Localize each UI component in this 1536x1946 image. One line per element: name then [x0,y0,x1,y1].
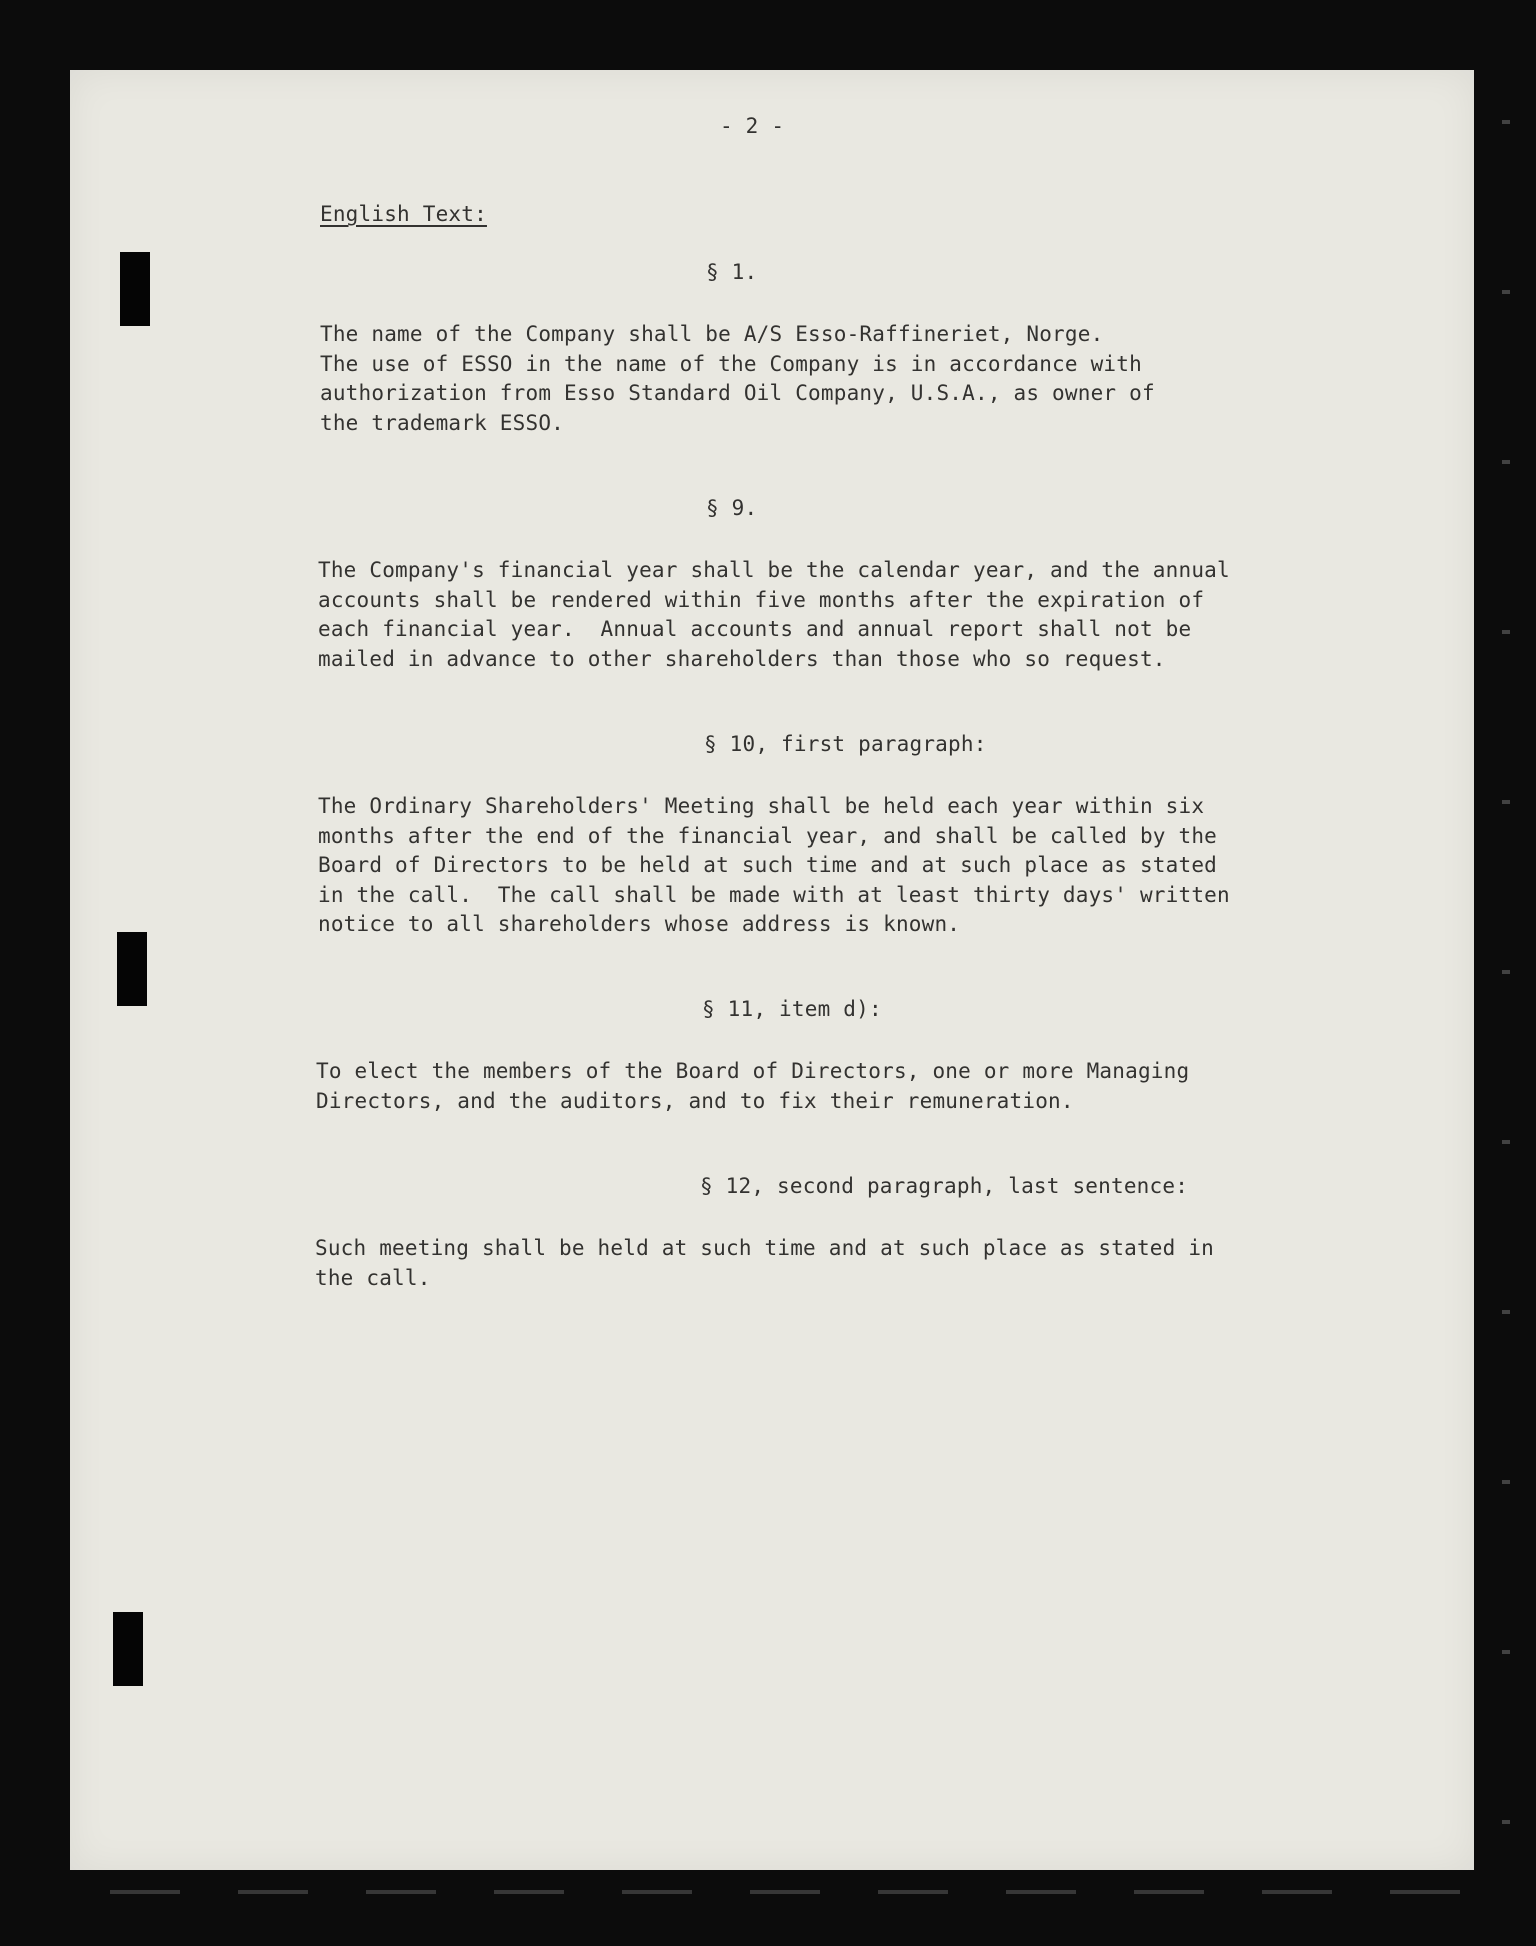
section-1-title: § 1. [706,260,758,284]
section-11-title: § 11, item d): [702,997,882,1021]
punch-hole-bottom [113,1612,143,1686]
page-number: - 2 - [720,114,785,138]
section-11-body: To elect the members of the Board of Directors, one or more Managing Directors, and the auditors, and to fix their remuneration. [316,1059,1190,1113]
section-10-title: § 10, first paragraph: [704,732,987,756]
section-1-body: The name of the Company shall be A/S Esso-Raffineriet, Norge. The use of ESSO in the name of the Company is in accordance with authorization from Esso Standard Oil Company, U.S.A., as owner of the trademark ESSO. [320,322,1155,435]
scanner-bottom-marks [110,1890,1490,1894]
section-12-body: Such meeting shall be held at such time and at such place as stated in the call. [315,1236,1215,1290]
section-10-body: The Ordinary Shareholders' Meeting shall be held each year within six months after the end of the financial year, and shall be called by the Board of Directors to be held at such time and at such place as stated in the call. The call shall be made with at least thirty days' written notice to all shareholders whose address is known. [318,794,1230,936]
scanner-edge-marks [1502,0,1510,1946]
section-9-title: § 9. [706,496,758,520]
punch-hole-middle [117,932,147,1006]
document-heading: English Text: [320,202,487,226]
section-9-body: The Company's financial year shall be the calendar year, and the annual accounts shall be rendered within five months after the expiration of each financial year. Annual accounts and annual report shall not be mailed in advance to other shareholders than those who so request. [318,558,1230,671]
section-12-title: § 12, second paragraph, last sentence: [700,1174,1189,1198]
punch-hole-top [120,252,150,326]
